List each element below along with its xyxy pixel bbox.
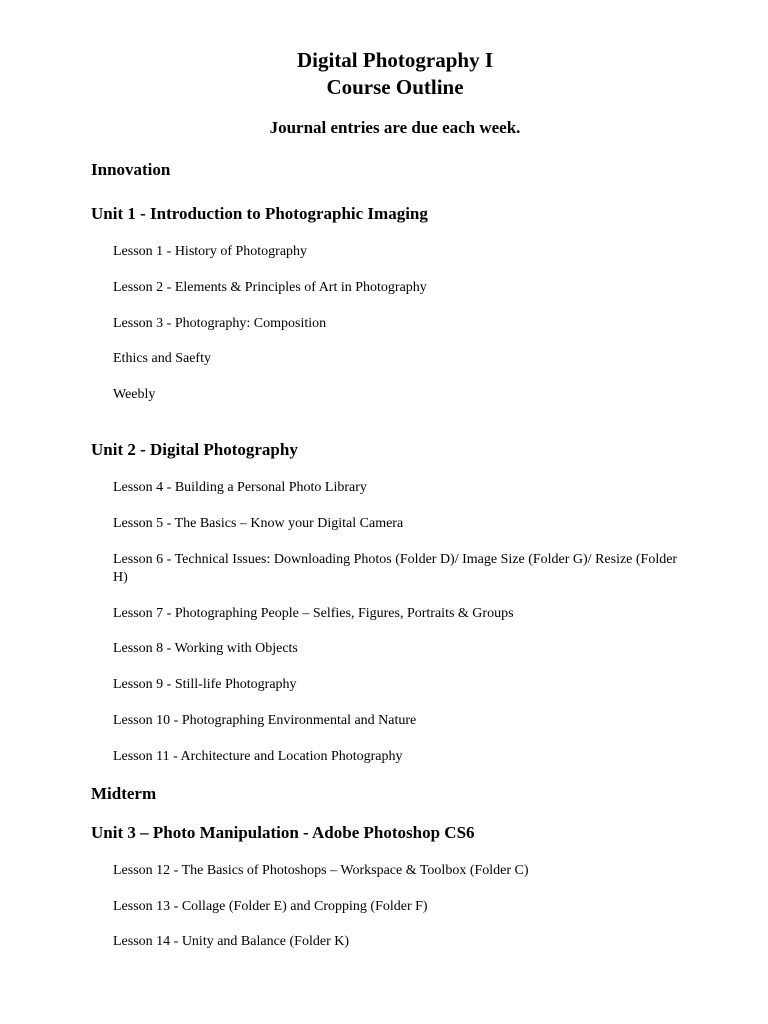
unit-1-heading: Unit 1 - Introduction to Photographic Imaging bbox=[91, 204, 428, 223]
list-item: Lesson 4 - Building a Personal Photo Library bbox=[113, 480, 367, 495]
unit-2-heading: Unit 2 - Digital Photography bbox=[91, 440, 298, 459]
list-item: Lesson 12 - The Basics of Photoshops – Workspace & Toolbox (Folder C) bbox=[113, 863, 529, 878]
document-title: Digital Photography I bbox=[296, 48, 493, 72]
list-item: Lesson 8 - Working with Objects bbox=[113, 641, 298, 656]
list-item: Lesson 9 - Still-life Photography bbox=[113, 677, 297, 692]
section-heading-innovation: Innovation bbox=[91, 160, 171, 179]
document-subtitle: Course Outline bbox=[326, 75, 464, 99]
list-item: Weebly bbox=[113, 387, 156, 402]
list-item: Lesson 3 - Photography: Composition bbox=[113, 316, 327, 331]
list-item: Lesson 6 - Technical Issues: Downloading Photos (Folder D)/ Image Size (Folder G)/ Resize (Folder H) bbox=[113, 552, 678, 585]
list-item: Lesson 2 - Elements & Principles of Art in Photography bbox=[113, 280, 427, 295]
section-heading-midterm: Midterm bbox=[91, 784, 157, 803]
list-item: Lesson 5 - The Basics – Know your Digital Camera bbox=[113, 516, 404, 531]
list-item: Lesson 10 - Photographing Environmental and Nature bbox=[113, 713, 417, 728]
journal-note: Journal entries are due each week. bbox=[269, 118, 521, 137]
list-item: Lesson 7 - Photographing People – Selfies, Figures, Portraits & Groups bbox=[113, 606, 514, 621]
unit-3-heading: Unit 3 – Photo Manipulation - Adobe Photoshop CS6 bbox=[91, 823, 475, 842]
list-item: Lesson 1 - History of Photography bbox=[113, 244, 308, 259]
list-item: Lesson 11 - Architecture and Location Photography bbox=[113, 749, 403, 764]
list-item: Ethics and Saefty bbox=[113, 351, 211, 366]
list-item: Lesson 13 - Collage (Folder E) and Cropping (Folder F) bbox=[113, 899, 428, 914]
list-item: Lesson 14 - Unity and Balance (Folder K) bbox=[113, 934, 349, 949]
